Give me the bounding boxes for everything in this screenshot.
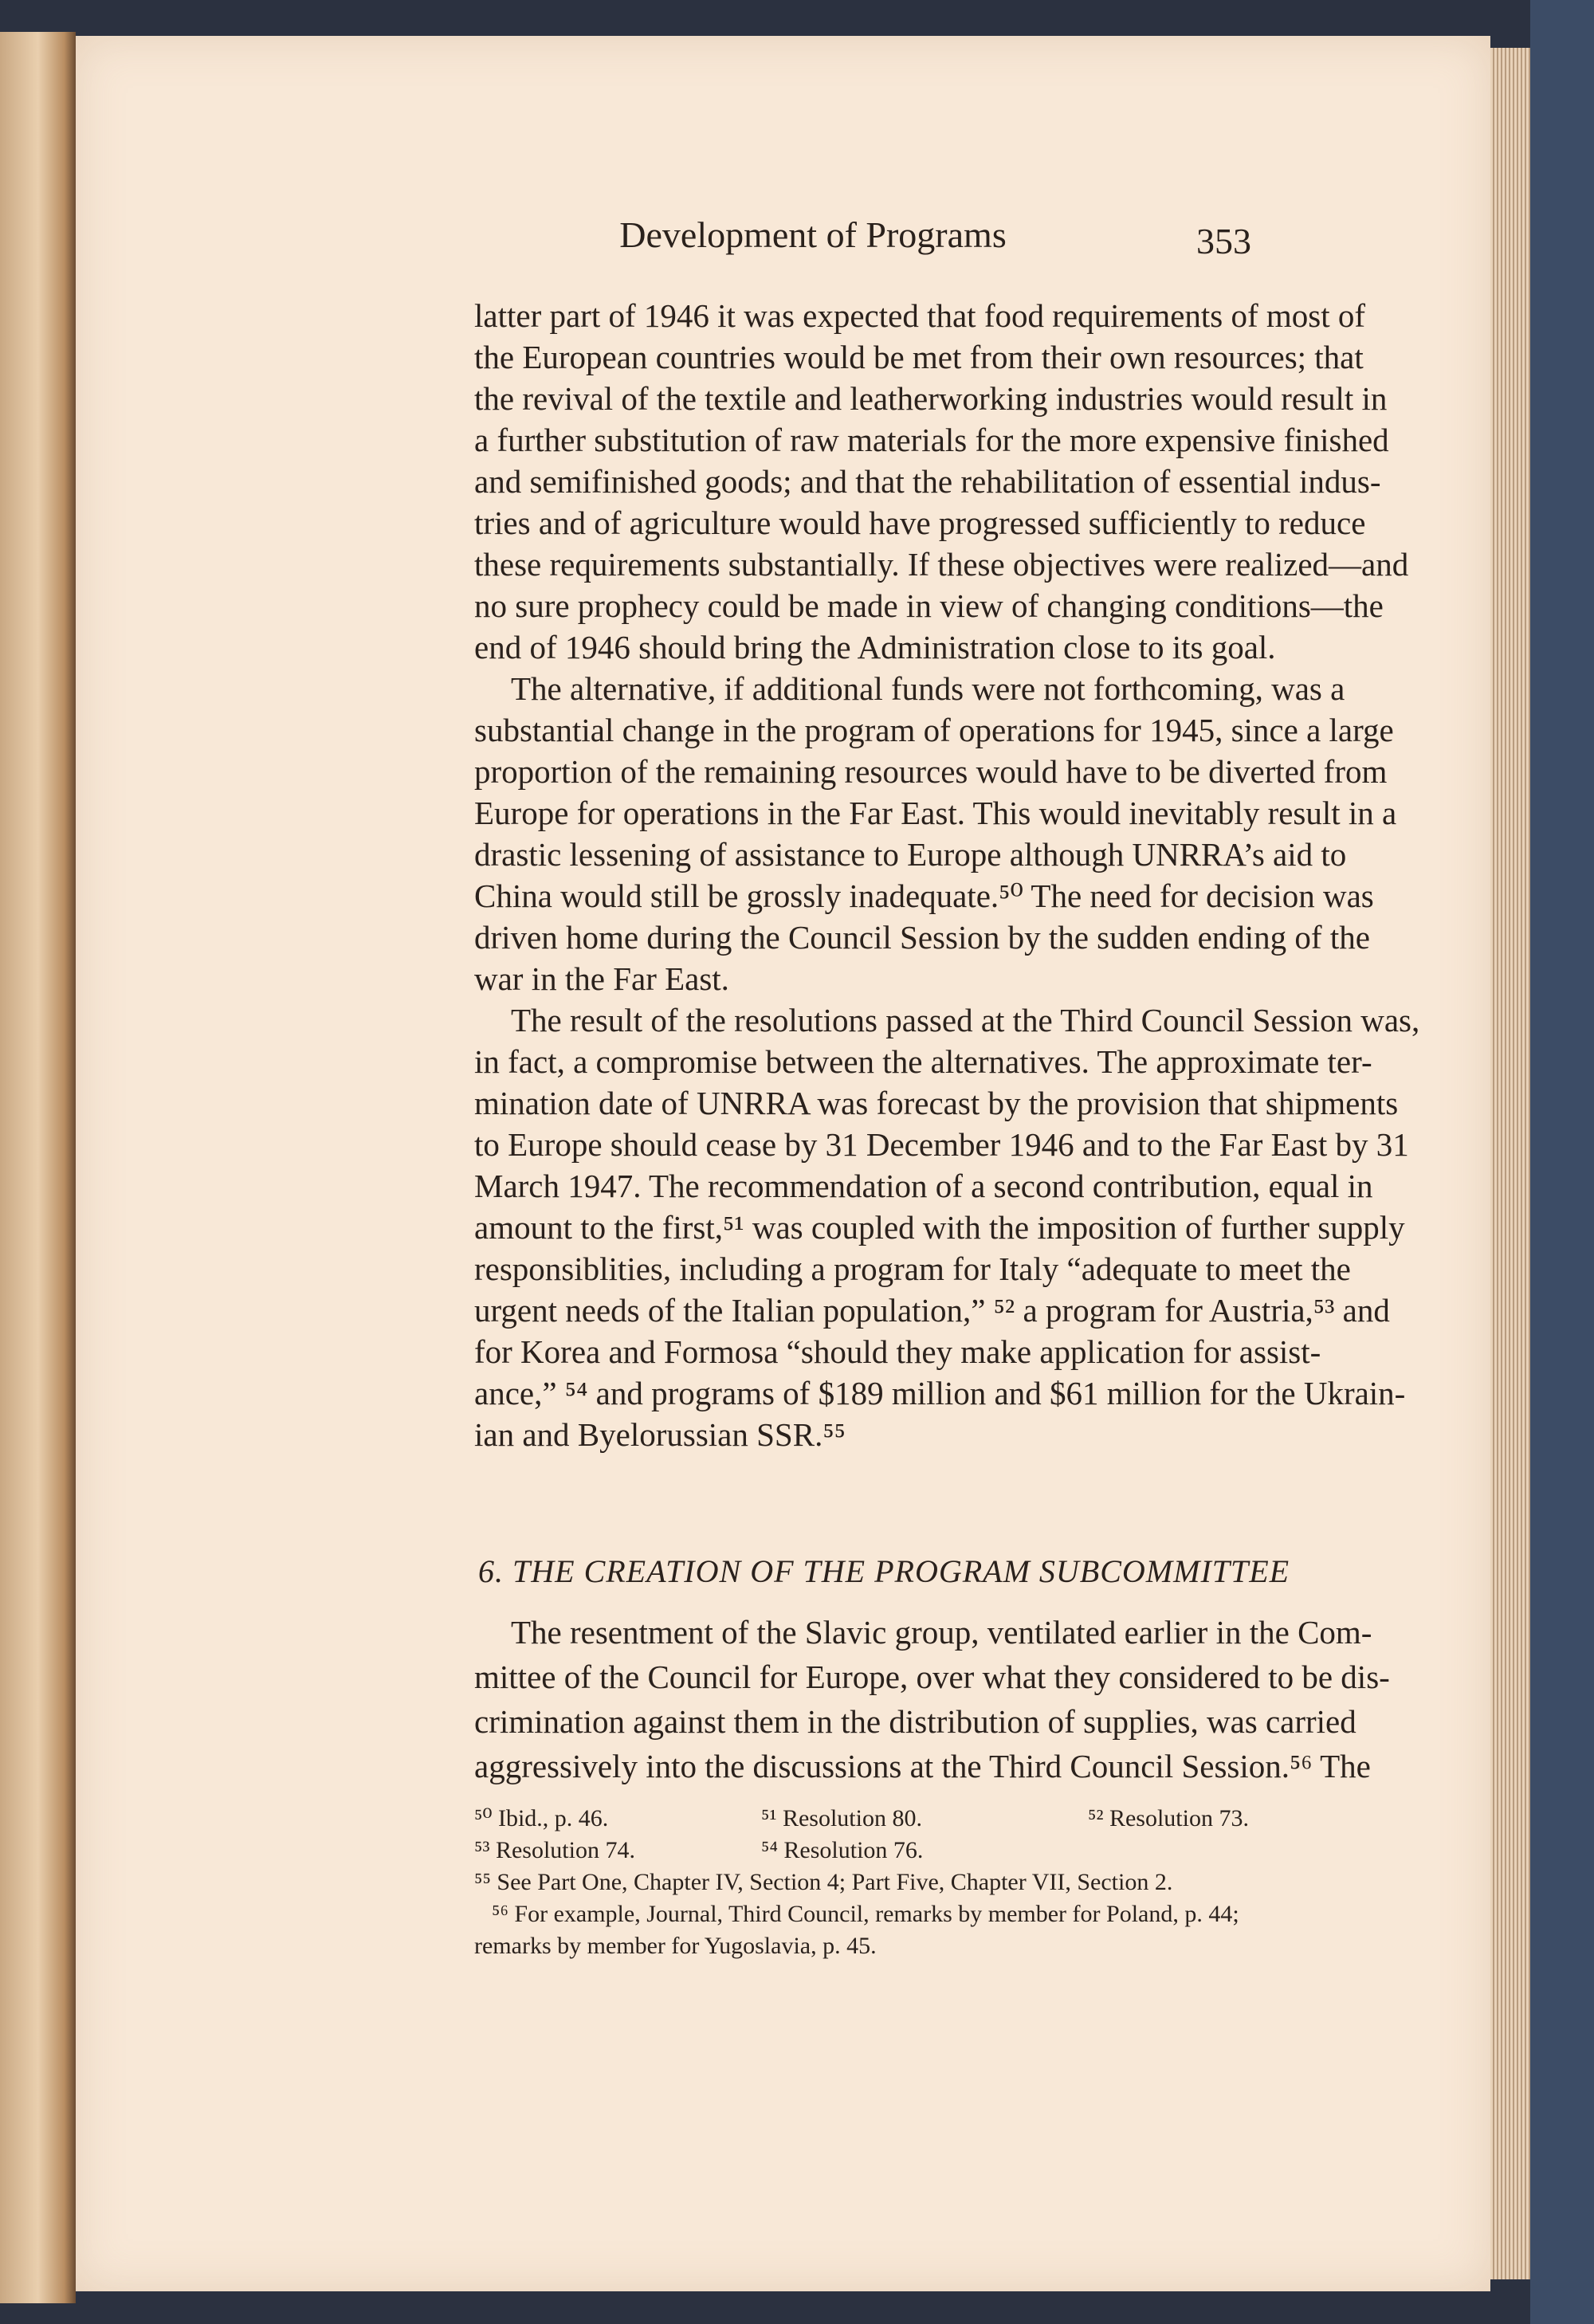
- text-line: substantial change in the program of operations for 1945, since a large: [474, 712, 1394, 748]
- text-line: The result of the resolutions passed at the Third Council Session was,: [511, 1002, 1420, 1038]
- footnotes: [474, 1803, 1249, 1962]
- text-line: end of 1946 should bring the Administration close to its goal.: [474, 629, 1276, 665]
- text-line: latter part of 1946 it was expected that food requirements of most of: [474, 297, 1366, 334]
- text-line: tries and of agriculture would have progressed sufficiently to reduce: [474, 504, 1366, 541]
- facing-page-edge: [0, 32, 76, 2303]
- footnote-53: ⁵³ Resolution 74.: [474, 1837, 635, 1863]
- text-line: proportion of the remaining resources would have to be diverted from: [474, 753, 1388, 790]
- text-line: urgent needs of the Italian population,” ⁵² a program for Austria,⁵³ and: [474, 1292, 1390, 1329]
- text-line: Europe for operations in the Far East. This would inevitably result in a: [474, 795, 1397, 831]
- text-line: drastic lessening of assistance to Europe although UNRRA’s aid to: [474, 836, 1347, 873]
- paragraph-4: [474, 1610, 1390, 1788]
- footnote-51: ⁵¹ Resolution 80.: [761, 1805, 922, 1831]
- footnote-54: ⁵⁴ Resolution 76.: [761, 1837, 924, 1863]
- body-text: [474, 295, 1420, 1455]
- running-title: Development of Programs: [619, 214, 1007, 255]
- paragraph-3: [474, 999, 1420, 1455]
- page-number: 353: [1196, 221, 1251, 261]
- footnote-55: ⁵⁵ See Part One, Chapter IV, Section 4; Part Five, Chapter VII, Section 2.: [474, 1869, 1173, 1895]
- footnote-56: ⁵⁶ For example, Journal, Third Council, remarks by member for Poland, p. 44;: [492, 1901, 1239, 1927]
- text-line: ance,” ⁵⁴ and programs of $189 million and $61 million for the Ukrain-: [474, 1375, 1406, 1411]
- paragraph-1: [474, 295, 1409, 668]
- text-line: amount to the first,⁵¹ was coupled with the imposition of further supply: [474, 1209, 1405, 1246]
- text-line: the European countries would be met from their own resources; that: [474, 339, 1364, 375]
- text-line: for Korea and Formosa “should they make application for assist-: [474, 1333, 1321, 1370]
- text-line: mination date of UNRRA was forecast by the provision that shipments: [474, 1085, 1399, 1121]
- text-line: responsiblities, including a program for Italy “adequate to meet the: [474, 1250, 1351, 1287]
- text-line: March 1947. The recommendation of a second contribution, equal in: [474, 1168, 1373, 1204]
- text-line: to Europe should cease by 31 December 1946 and to the Far East by 31: [474, 1126, 1409, 1163]
- text-line: driven home during the Council Session by the sudden ending of the: [474, 919, 1370, 956]
- text-line: these requirements substantially. If these objectives were realized—and: [474, 546, 1409, 583]
- book-cover-cloth: [1530, 0, 1594, 2324]
- text-line: the revival of the textile and leatherworking industries would result in: [474, 380, 1388, 417]
- text-line: no sure prophecy could be made in view of changing conditions—the: [474, 587, 1384, 624]
- section-heading: 6. THE CREATION OF THE PROGRAM SUBCOMMITTEE: [478, 1553, 1290, 1589]
- text-line: aggressively into the discussions at the Third Council Session.⁵⁶ The: [474, 1748, 1371, 1784]
- text-line: in fact, a compromise between the alternatives. The approximate ter-: [474, 1043, 1372, 1080]
- text-line: crimination against them in the distribution of supplies, was carried: [474, 1703, 1356, 1740]
- text-line: and semifinished goods; and that the rehabilitation of essential indus-: [474, 463, 1381, 500]
- paragraph-2: [474, 668, 1397, 999]
- text-line: war in the Far East.: [474, 960, 729, 997]
- footnote-52: ⁵² Resolution 73.: [1088, 1805, 1249, 1831]
- text-line: mittee of the Council for Europe, over what they considered to be dis-: [474, 1659, 1390, 1695]
- text-line: a further substitution of raw materials for the more expensive finished: [474, 422, 1389, 458]
- text-line: The alternative, if additional funds were not forthcoming, was a: [511, 670, 1345, 707]
- text-line: China would still be grossly inadequate.⁵⁰ The need for decision was: [474, 877, 1374, 914]
- text-line: The resentment of the Slavic group, ventilated earlier in the Com-: [511, 1614, 1372, 1651]
- text-line: ian and Byelorussian SSR.⁵⁵: [474, 1416, 846, 1453]
- footnote-56-cont: remarks by member for Yugoslavia, p. 45.: [474, 1933, 877, 1959]
- footnote-50: ⁵⁰ Ibid., p. 46.: [474, 1805, 609, 1831]
